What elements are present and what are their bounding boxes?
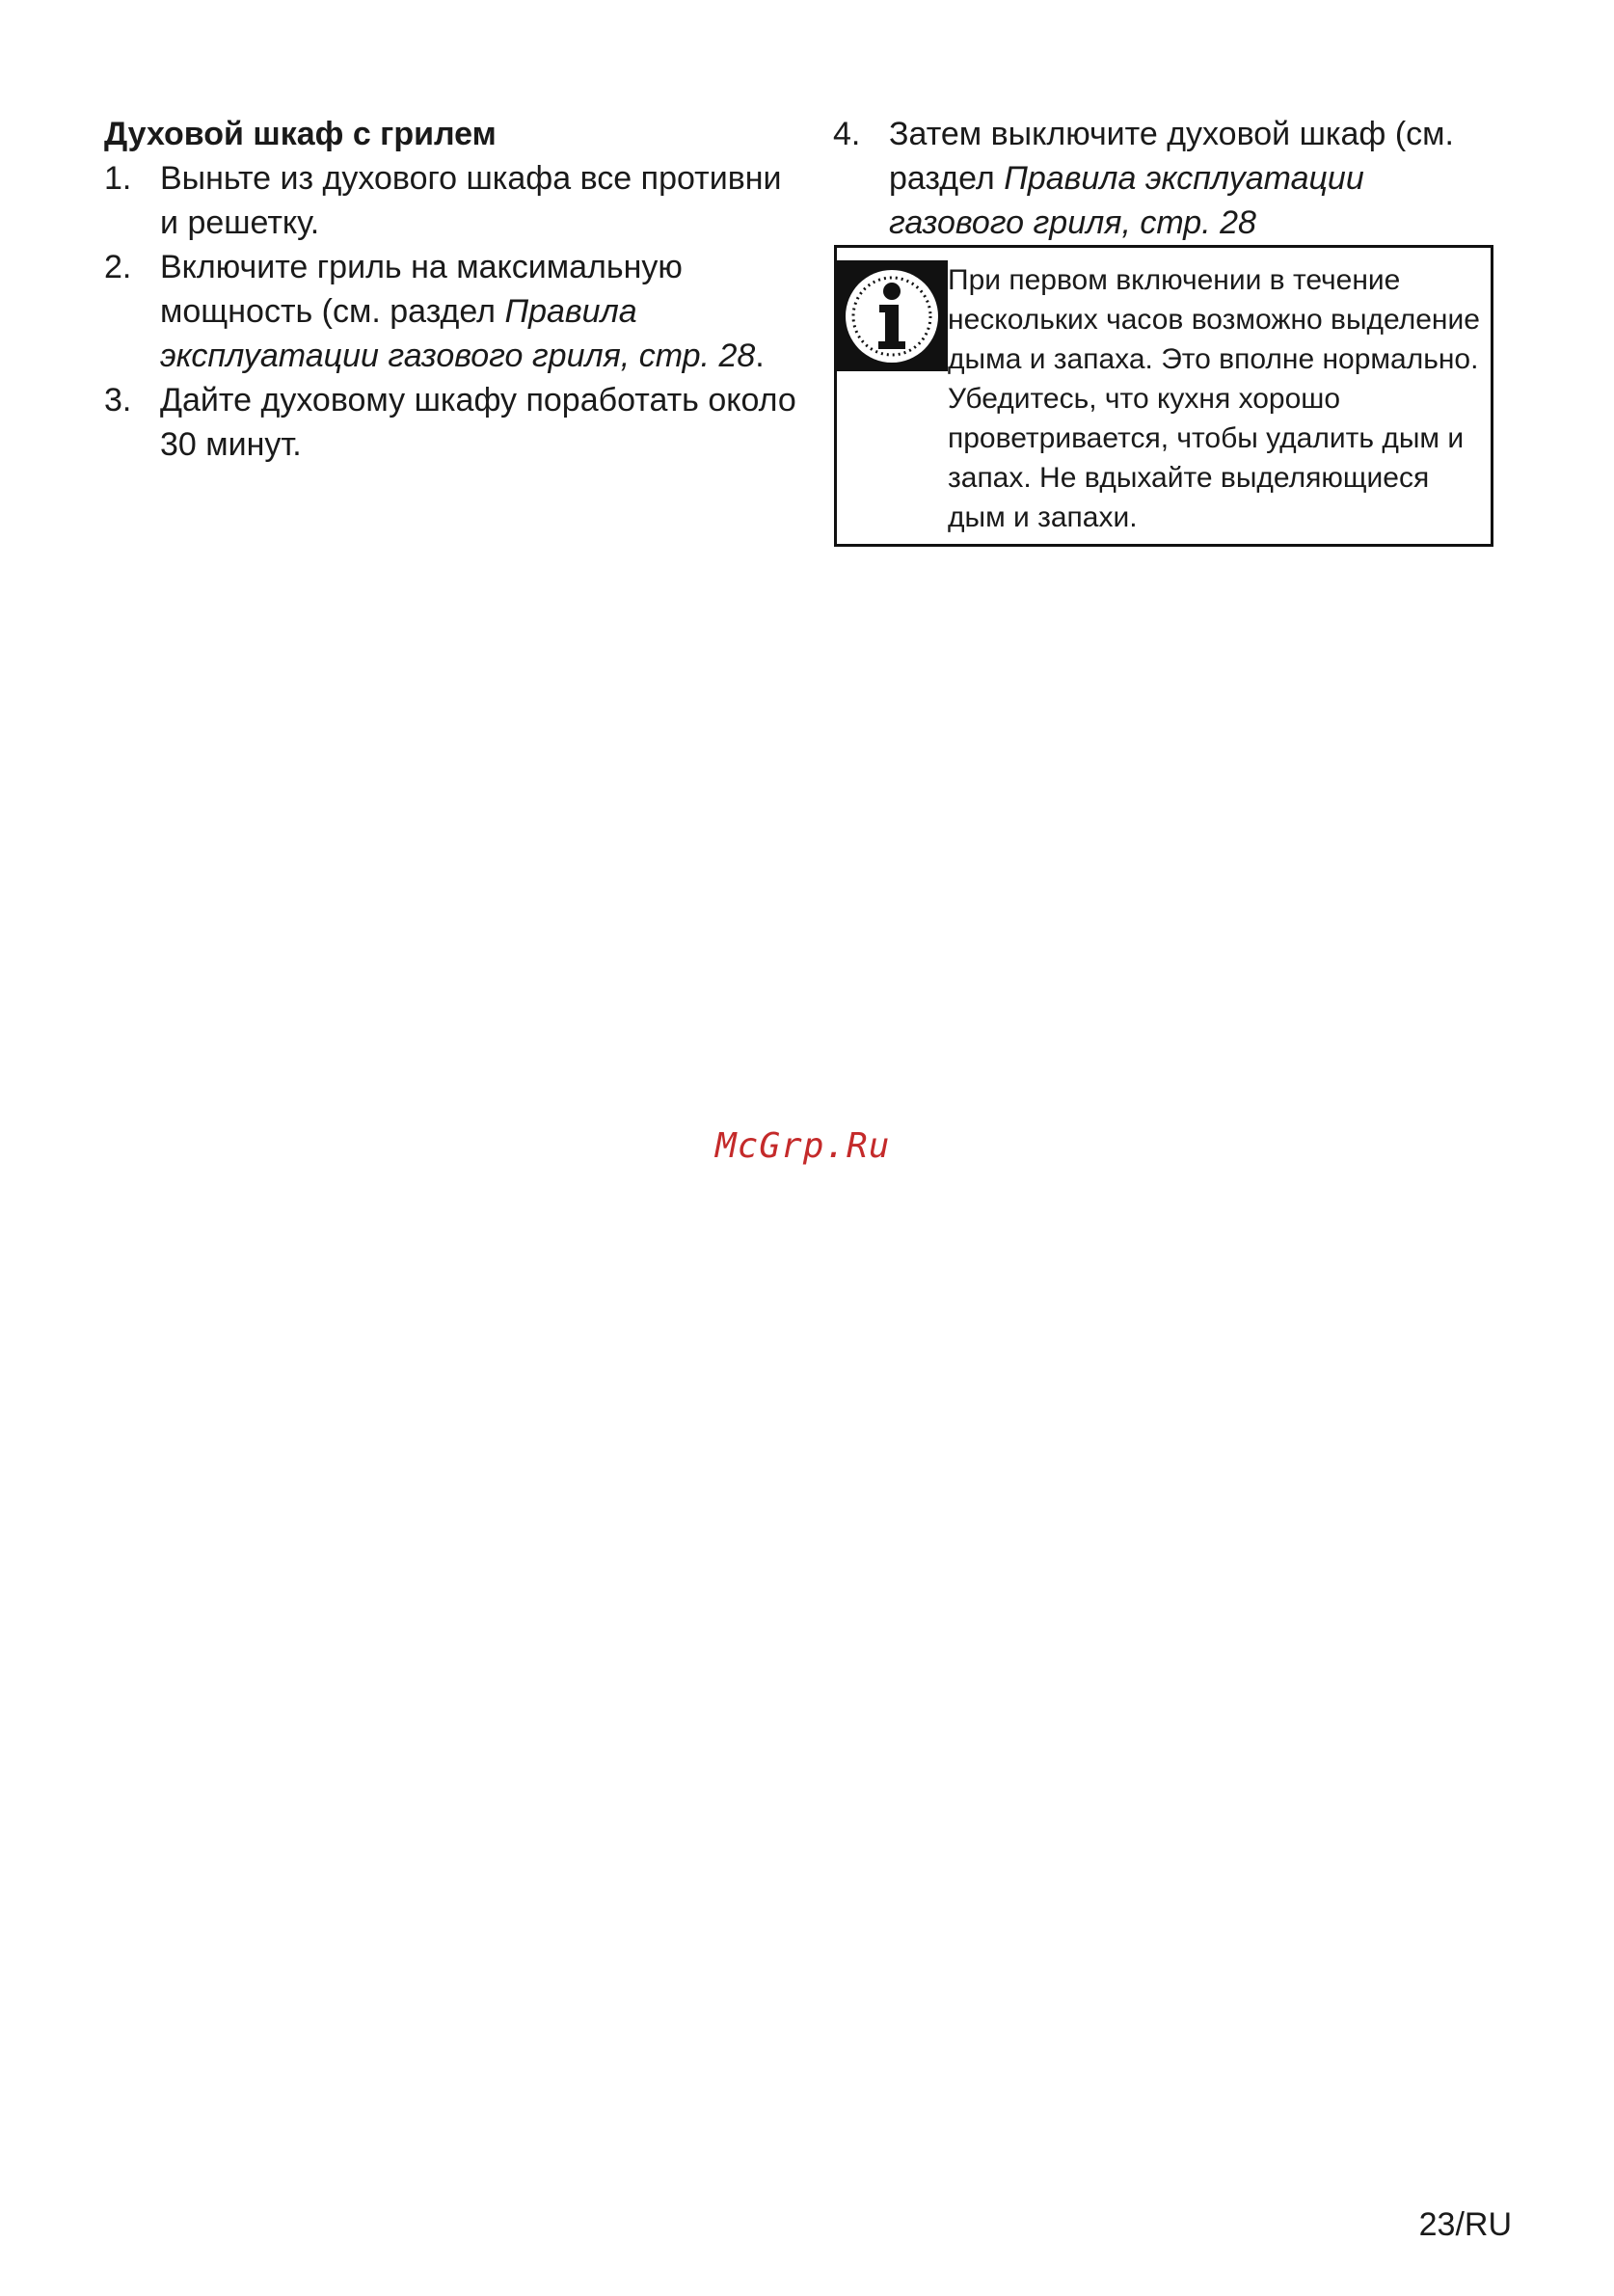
step-number: 1. bbox=[104, 160, 132, 197]
step-4 bbox=[833, 112, 1508, 245]
page-number: 23/RU bbox=[1418, 2206, 1512, 2243]
info-note-text: При первом включении в течение нескольких часов возможно выделение дыма и запаха. Это вполне нормально. Убедитесь, что кухня хорошо проветривается, чтобы удалить дым и запах. Не вдыхайте выделяющиеся дым и запахи. bbox=[948, 264, 1480, 533]
step-text-container bbox=[160, 245, 798, 378]
page-reference-link[interactable]: Правила эксплуатации газового гриля, стр. 28 bbox=[160, 293, 756, 374]
page-reference-link[interactable]: Правила эксплуатации газового гриля, стр. 28 bbox=[889, 160, 1364, 241]
step-text: Затем выключите духовой шкаф (см. раздел bbox=[889, 116, 1454, 197]
info-note-box bbox=[834, 245, 1493, 547]
right-column bbox=[833, 112, 1508, 245]
step-number: 4. bbox=[833, 116, 861, 152]
info-icon bbox=[837, 260, 948, 371]
step-1 bbox=[104, 156, 798, 245]
step-text: Включите гриль на максимальную мощность (см. раздел bbox=[160, 249, 683, 330]
step-number: 3. bbox=[104, 382, 132, 419]
watermark: McGrp.Ru bbox=[715, 1126, 891, 1166]
step-text-tail: . bbox=[755, 338, 765, 374]
step-text: Дайте духовому шкафу поработать около 30 минут. bbox=[160, 382, 796, 463]
step-text: Выньте из духового шкафа все противни и решетку. bbox=[160, 160, 782, 241]
left-column bbox=[104, 112, 798, 467]
step-2 bbox=[104, 245, 798, 378]
step-text-container bbox=[889, 112, 1508, 245]
step-number: 2. bbox=[104, 249, 132, 285]
section-heading: Духовой шкаф с грилем bbox=[104, 116, 497, 152]
step-3 bbox=[104, 378, 798, 467]
